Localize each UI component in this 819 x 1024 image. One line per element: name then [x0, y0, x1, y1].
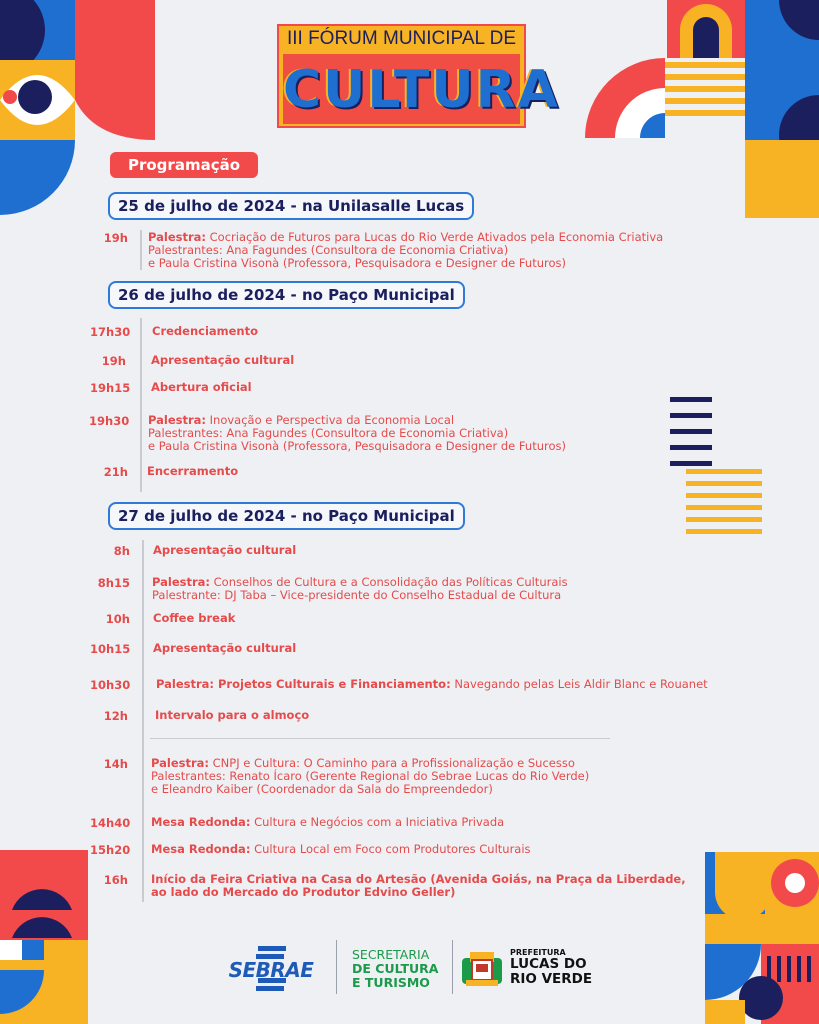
event-text: Encerramento	[147, 464, 239, 478]
event-time: 8h	[113, 544, 130, 558]
event-time: 8h15	[97, 576, 130, 590]
event-text: Palestra: CNPJ e Cultura: O Caminho para a Profissionalização e Sucesso Palestrantes: Renato Ícaro (Gerente Regional do Sebrae Lucas do Rio Verde) e Eleandro Kaiber (Coordenador da Sala do Empreendedor)	[151, 756, 590, 796]
event-text: Intervalo para o almoço	[155, 708, 310, 722]
event-time: 15h20	[90, 843, 131, 857]
event-time: 17h30	[90, 325, 131, 339]
prefeitura-label: PREFEITURA	[510, 948, 566, 957]
event-text: Coffee break	[153, 611, 236, 625]
day-header-2: 26 de julho de 2024 - no Paço Municipal	[108, 281, 465, 309]
event-title-main: CULTURA	[283, 60, 560, 120]
sebrae-logo	[224, 944, 318, 992]
prefeitura-name-2: RIO VERDE	[510, 971, 593, 987]
day-header-3: 27 de julho de 2024 - no Paço Municipal	[108, 502, 465, 530]
event-time: 14h40	[90, 816, 131, 830]
event-time: 19h15	[90, 381, 131, 395]
secretaria-logo	[352, 948, 438, 990]
event-text: Apresentação cultural	[153, 641, 297, 655]
timeline-line	[142, 540, 144, 902]
event-text: Mesa Redonda: Cultura e Negócios com a Iniciativa Privada	[151, 815, 505, 829]
event-time: 10h	[105, 612, 130, 626]
event-time: 19h	[103, 231, 128, 245]
event-title-top: III FÓRUM MUNICIPAL DE	[286, 28, 517, 49]
prefeitura-logo	[510, 948, 592, 987]
secretaria-line-2: DE CULTURA	[352, 961, 439, 976]
day-header-1: 25 de julho de 2024 - na Unilasalle Lucas	[108, 192, 474, 220]
event-time: 19h30	[89, 414, 130, 428]
secretaria-line-3: E TURISMO	[352, 975, 430, 990]
secretaria-line-1: SECRETARIA	[352, 947, 430, 962]
event-time: 10h15	[90, 642, 131, 656]
event-text: Início da Feira Criativa na Casa do Artesão (Avenida Goiás, na Praça da Liberdade, ao lado do Mercado do Produtor Edvino Geller)	[151, 872, 686, 899]
event-text: Mesa Redonda: Cultura Local em Foco com Produtores Culturais	[151, 842, 531, 856]
decor-bottom-left	[0, 850, 90, 1024]
decor-mid-right-stripes	[670, 395, 765, 540]
event-text: Abertura oficial	[151, 380, 252, 394]
event-text: Apresentação cultural	[151, 353, 295, 367]
municipal-crest-icon	[460, 946, 504, 990]
prefeitura-name-1: LUCAS DO	[510, 956, 587, 972]
sebrae-logo-text: SEBRAE	[228, 958, 314, 982]
event-text: Palestra: Cocriação de Futuros para Lucas do Rio Verde Ativados pela Economia Criativa Palestrantes: Ana Fagundes (Consultora de Economia Criativa) e Paula Cristina Visonà (Professora, Pesquisadora e Designer de Futuros)	[148, 230, 664, 270]
decor-bottom-right	[705, 852, 819, 1024]
footer-separator	[452, 940, 453, 994]
decor-top-left	[0, 0, 160, 220]
event-time: 19h	[101, 354, 126, 368]
event-text: Credenciamento	[152, 324, 259, 338]
program-label: Programação	[110, 152, 258, 178]
event-time: 16h	[103, 873, 128, 887]
event-text: Palestra: Projetos Culturais e Financiamento: Navegando pelas Leis Aldir Blanc e Rouanet	[156, 677, 708, 691]
decor-top-right	[585, 0, 819, 220]
event-text: Palestra: Inovação e Perspectiva da Economia Local Palestrantes: Ana Fagundes (Consultora de Economia Criativa) e Paula Cristina Visonà (Professora, Pesquisadora e Designer de Futuros)	[148, 413, 566, 453]
timeline-line	[140, 230, 142, 270]
event-time: 12h	[103, 709, 128, 723]
divider	[150, 738, 610, 739]
event-text: Palestra: Conselhos de Cultura e a Consolidação das Políticas Culturais Palestrante: DJ Taba – Vice-presidente do Conselho Estadual de Cultura	[152, 575, 568, 602]
event-text: Apresentação cultural	[153, 543, 297, 557]
event-title-main-box	[283, 54, 560, 124]
timeline-line	[140, 318, 142, 492]
event-time: 10h30	[90, 678, 131, 692]
event-time: 21h	[103, 465, 128, 479]
event-time: 14h	[103, 757, 128, 771]
footer-separator	[336, 940, 337, 994]
event-title-box	[277, 24, 560, 128]
